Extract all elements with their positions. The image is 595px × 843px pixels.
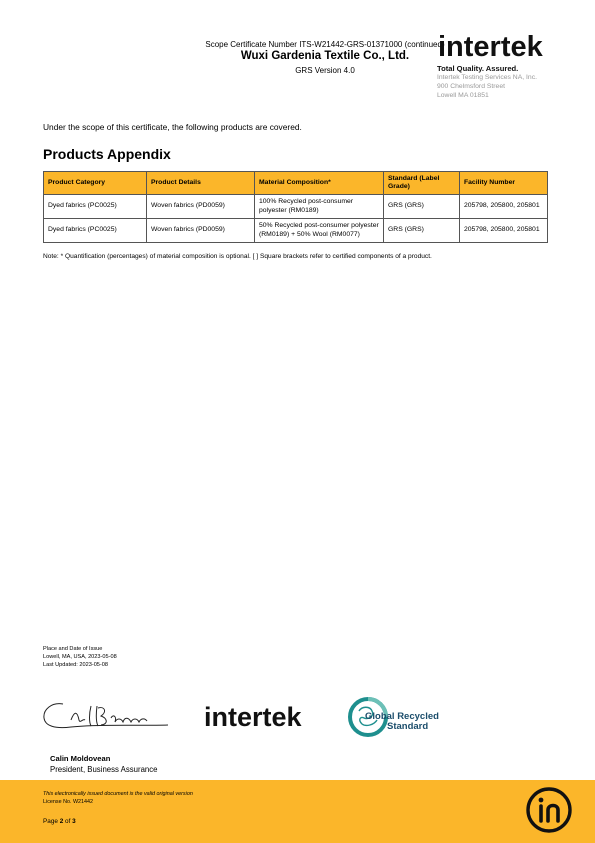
intro-text: Under the scope of this certificate, the following products are covered. — [43, 122, 302, 132]
issue-info — [43, 645, 117, 669]
issue-place-date: Lowell, MA, USA, 2023-05-08 — [43, 654, 117, 660]
footer-band — [0, 780, 595, 843]
page-prefix: Page — [43, 818, 60, 825]
col-header-product-details: Product Details — [147, 172, 255, 195]
signature — [41, 696, 173, 741]
company-name: Wuxi Gardenia Textile Co., Ltd. — [240, 50, 410, 62]
cell-standard: GRS (GRS) — [384, 219, 460, 243]
col-header-facility-number: Facility Number — [460, 172, 548, 195]
cell-material-composition: 100% Recycled post-consumer polyester (RM0189) — [255, 195, 384, 219]
cell-product-details: Woven fabrics (PD0059) — [147, 219, 255, 243]
col-header-standard: Standard (Label Grade) — [384, 172, 460, 195]
logo-wordmark: intertek — [438, 31, 543, 63]
address-line-3: Lowell MA 01851 — [437, 92, 489, 99]
section-title: Products Appendix — [43, 146, 171, 162]
page-number — [43, 818, 76, 825]
page-total: 3 — [72, 818, 76, 825]
table-header-row — [44, 172, 548, 195]
certificate-number: Scope Certificate Number ITS-W21442-GRS-01371000 (continued) — [205, 40, 445, 49]
electronic-document-note: This electronically issued document is the valid original version — [43, 791, 193, 797]
page-of: of — [63, 818, 73, 825]
page-current: 2 — [59, 818, 64, 825]
cell-material-composition: 50% Recycled post-consumer polyester (RM0189) + 50% Wool (RM0077) — [255, 219, 384, 243]
intertek-logo-bottom — [204, 701, 314, 738]
grs-version: GRS Version 4.0 — [295, 66, 355, 75]
address-line-2: 900 Chelmsford Street — [437, 83, 506, 90]
cell-facility-number: 205798, 205800, 205801 — [460, 219, 548, 243]
license-number: License No. W21442 — [43, 799, 94, 805]
tagline: Total Quality. Assured. — [437, 64, 519, 73]
logo-wordmark-bottom: intertek — [204, 702, 302, 732]
cell-product-category: Dyed fabrics (PC0025) — [44, 219, 147, 243]
signer-name: Calin Moldovean — [50, 754, 111, 763]
col-header-product-category: Product Category — [44, 172, 147, 195]
intertek-logo — [437, 31, 567, 100]
intertek-logo-mark — [437, 31, 559, 63]
cell-facility-number: 205798, 205800, 205801 — [460, 195, 548, 219]
issue-heading: Place and Date of Issue — [43, 646, 103, 652]
table-row — [44, 195, 548, 219]
table-row — [44, 219, 548, 243]
in-logo-icon — [524, 785, 574, 840]
products-table — [43, 171, 547, 243]
col-header-material-composition: Material Composition* — [255, 172, 384, 195]
grs-line-2: Standard — [387, 721, 429, 732]
cell-standard: GRS (GRS) — [384, 195, 460, 219]
cell-product-category: Dyed fabrics (PC0025) — [44, 195, 147, 219]
address-line-1: Intertek Testing Services NA, Inc. — [437, 74, 537, 81]
table-note: Note: * Quantification (percentages) of material composition is optional. [ ] Square brackets refer to certified components of a product. — [43, 253, 432, 260]
grs-line-1: Global Recycled — [365, 711, 439, 722]
signer-title: President, Business Assurance — [50, 765, 158, 774]
global-recycled-standard-logo — [346, 694, 446, 745]
cell-product-details: Woven fabrics (PD0059) — [147, 195, 255, 219]
signature-image — [41, 696, 173, 736]
issue-last-updated: Last Updated: 2023-05-08 — [43, 662, 108, 668]
